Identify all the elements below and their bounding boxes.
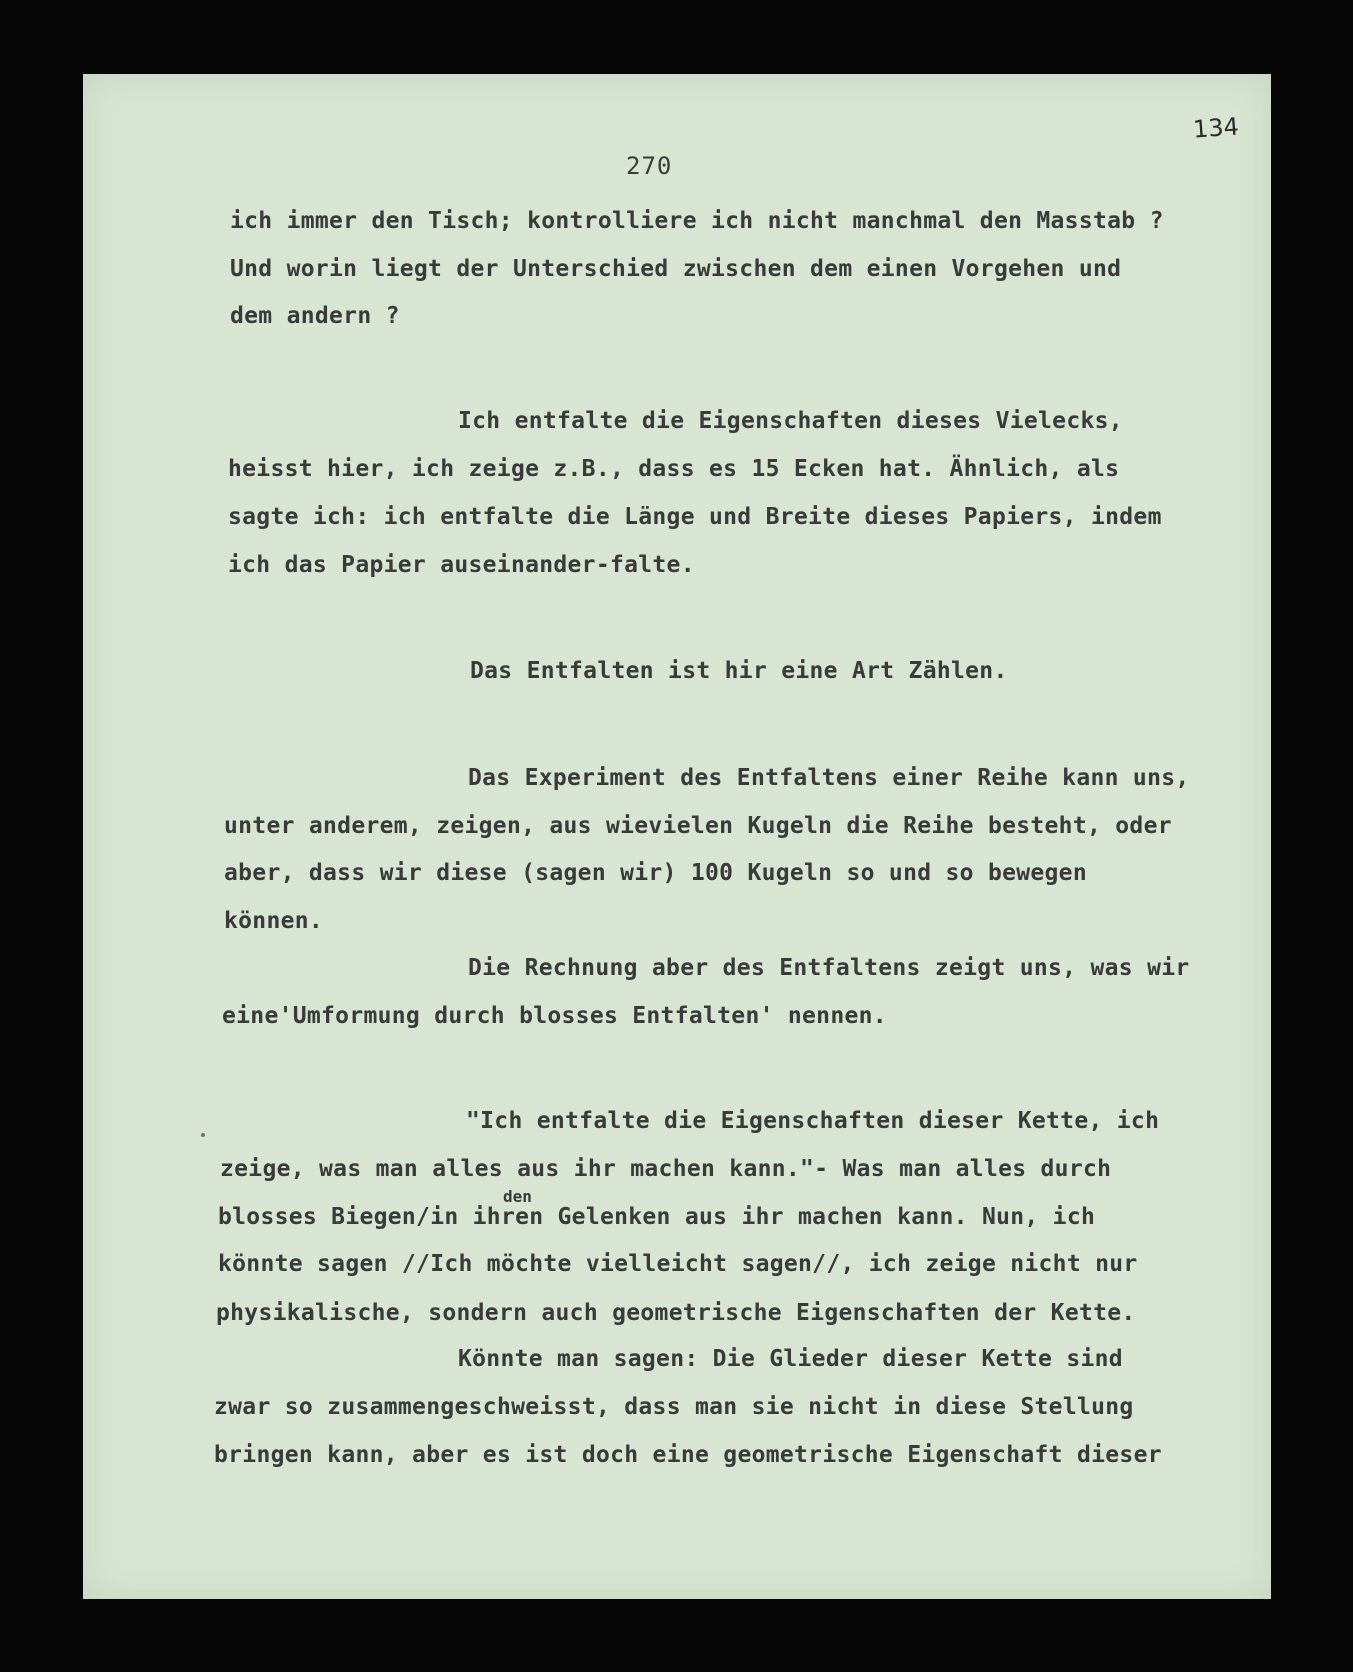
text-line: eine'Umformung durch blosses Entfalten' nennen.: [222, 1003, 887, 1029]
text-line: unter anderem, zeigen, aus wievielen Kugeln die Reihe besteht, oder: [224, 813, 1172, 839]
handwritten-insertion: den: [503, 1187, 532, 1206]
folio-number: 134: [1192, 112, 1240, 144]
text-line: blosses Biegen/in ihren Gelenken aus ihr machen kann. Nun, ich: [218, 1204, 1096, 1230]
text-line: können.: [224, 908, 324, 934]
text-line: aber, dass wir diese (sagen wir) 100 Kugeln so und so bewegen: [224, 860, 1087, 886]
text-line: zwar so zusammengeschweisst, dass man sie nicht in diese Stellung: [214, 1394, 1134, 1420]
text-line: Und worin liegt der Unterschied zwischen dem einen Vorgehen und: [230, 256, 1122, 282]
text-line: Das Entfalten ist hir eine Art Zählen.: [470, 658, 1008, 684]
text-line: "Ich entfalte die Eigenschaften dieser Kette, ich: [466, 1108, 1160, 1134]
text-line: Könnte man sagen: Die Glieder dieser Kette sind: [458, 1346, 1123, 1372]
text-line: bringen kann, aber es ist doch eine geometrische Eigenschaft dieser: [214, 1442, 1162, 1468]
text-line: zeige, was man alles aus ihr machen kann."- Was man alles durch: [220, 1156, 1112, 1182]
paper-speck: [201, 1133, 205, 1137]
text-line: Die Rechnung aber des Entfaltens zeigt uns, was wir: [468, 955, 1190, 981]
text-line: könnte sagen //Ich möchte vielleicht sagen//, ich zeige nicht nur: [218, 1251, 1138, 1277]
paper-sheet: [83, 74, 1271, 1599]
text-line: Das Experiment des Entfaltens einer Reihe kann uns,: [468, 765, 1190, 791]
page-number: 270: [626, 152, 673, 180]
text-line: physikalische, sondern auch geometrische Eigenschaften der Kette.: [216, 1300, 1136, 1326]
text-line: heisst hier, ich zeige z.B., dass es 15 Ecken hat. Ähnlich, als: [228, 456, 1120, 482]
text-line: Ich entfalte die Eigenschaften dieses Vielecks,: [458, 408, 1123, 434]
text-line: sagte ich: ich entfalte die Länge und Breite dieses Papiers, indem: [228, 504, 1162, 530]
text-line: ich das Papier auseinander-falte.: [228, 552, 695, 578]
text-line: dem andern ?: [230, 303, 400, 329]
text-line: ich immer den Tisch; kontrolliere ich nicht manchmal den Masstab ?: [230, 208, 1164, 234]
